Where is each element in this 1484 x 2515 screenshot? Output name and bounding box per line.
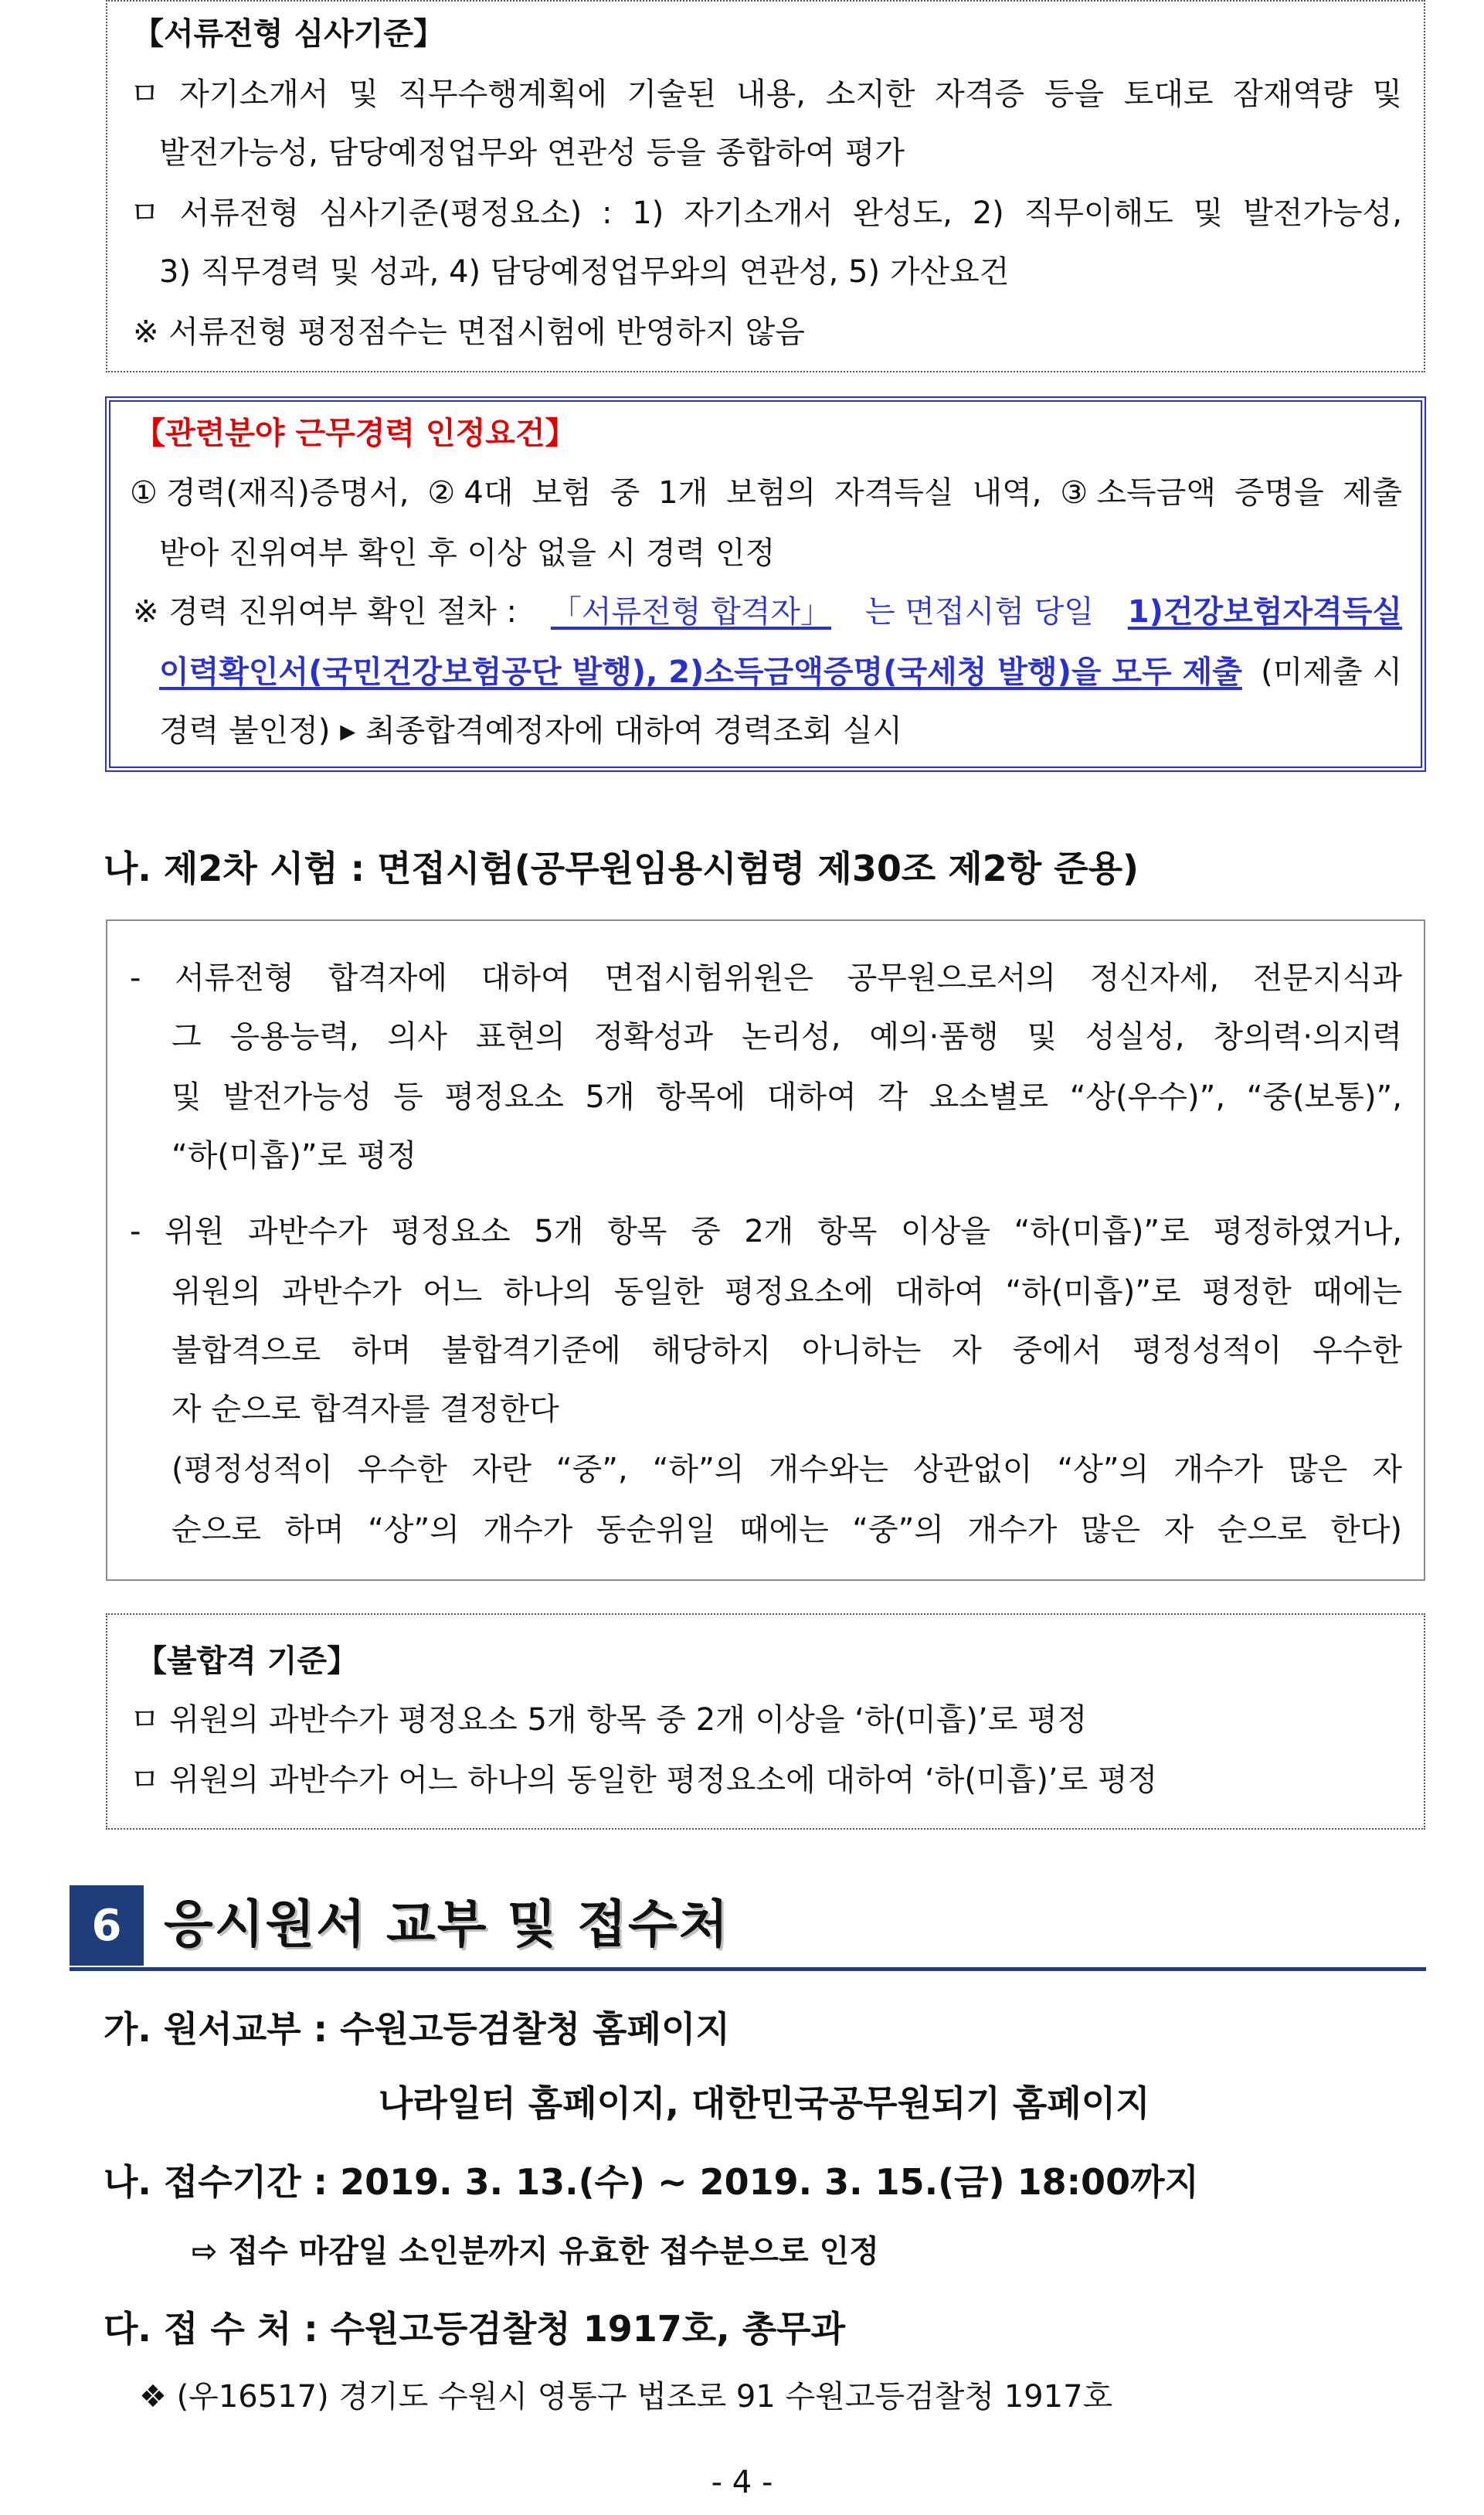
item-b-note: ⇨ 접수 마감일 소인분까지 유효한 접수분으로 인정 xyxy=(192,2234,879,2269)
item-b-line-1: 나. 접수기간 : 2019. 3. 13.(수) ~ 2019. 3. 15.(금) 18:00까지 xyxy=(104,2161,1199,2203)
interview-p1-line-1: - 서류전형 합격자에 대하여 면접시험위원은 공무원으로서의 정신자세, 전문지식과 xyxy=(130,960,1402,996)
item-a-line-2: 나라일터 홈페이지, 대한민국공무원되기 홈페이지 xyxy=(379,2082,1150,2124)
doc-screening-line-3: ㅁ 서류전형 심사기준(평정요소) : 1) 자기소개서 완성도, 2) 직무이해도 및 발전가능성, xyxy=(130,195,1402,231)
section-title: 응시원서 교부 및 접수처 xyxy=(164,1895,730,1954)
interview-p1-line-3: 및 발전가능성 등 평정요소 5개 항목에 대하여 각 요소별로 “상(우수)”, “중(보통)”, xyxy=(171,1079,1402,1115)
interview-p2-line-3: 불합격으로 하며 불합격기준에 해당하지 아니하는 자 중에서 평정성적이 우수한 xyxy=(171,1333,1402,1368)
career-line-4-submit: 이력확인서(국민건강보험공단 발행), 2)소득금액증명(국세청 발행)을 모두 제출 xyxy=(159,654,1242,690)
doc-screening-title: 【서류전형 심사기준】 xyxy=(133,16,445,52)
career-line-5: 경력 불인정) ▸ 최종합격예정자에 대하여 경력조회 실시 xyxy=(159,713,903,749)
career-line-2: 받아 진위여부 확인 후 이상 없을 시 경력 인정 xyxy=(159,535,776,571)
item-c-note: ❖ (우16517) 경기도 수원시 영통구 법조로 91 수원고등검찰청 1917호 xyxy=(139,2379,1113,2415)
doc-screening-line-1: ㅁ 자기소개서 및 직무수행계획에 기술된 내용, 소지한 자격증 등을 토대로 잠재역량 및 xyxy=(130,76,1402,112)
fail-criteria-line-2: ㅁ 위원의 과반수가 어느 하나의 동일한 평정요소에 대하여 ‘하(미흡)’로 평정 xyxy=(130,1762,1158,1798)
career-line-3-doc-pass: 「서류전형 합격자」 xyxy=(550,594,832,630)
career-line-1: ①경력(재직)증명서, ②4대 보험 중 1개 보험의 자격득실 내역, ③소득금액 증명을 제출 xyxy=(130,475,1402,511)
fail-criteria-title: 【불합격 기준】 xyxy=(136,1643,358,1679)
career-line-3-mid: 는 면접시험 당일 xyxy=(864,594,1094,630)
page-number: - 4 - xyxy=(711,2465,773,2500)
career-line-3-insurance: 1)건강보험자격득실 xyxy=(1127,594,1402,630)
interview-heading: 나. 제2차 시험 : 면접시험(공무원임용시험령 제30조 제2항 준용) xyxy=(104,848,1139,889)
item-a-line-1: 가. 원서교부 : 수원고등검찰청 홈페이지 xyxy=(104,2008,730,2050)
career-line-4-suffix: (미제출 시 xyxy=(1261,654,1402,690)
career-line-4 xyxy=(159,654,1402,691)
interview-p2-line-4: 자 순으로 합격자를 결정한다 xyxy=(171,1392,559,1427)
interview-p2-line-1: - 위원 과반수가 평정요소 5개 항목 중 2개 항목 이상을 “하(미흡)”로 평정하였거나, xyxy=(130,1214,1402,1249)
career-line-3-prefix: ※ 경력 진위여부 확인 절차 : xyxy=(133,594,517,630)
career-line-3 xyxy=(133,593,1402,630)
fail-criteria-line-1: ㅁ 위원의 과반수가 평정요소 5개 항목 중 2개 이상을 ‘하(미흡)’로 평정 xyxy=(130,1702,1088,1738)
interview-p1-line-2: 그 응용능력, 의사 표현의 정확성과 논리성, 예의·품행 및 성실성, 창의력·의지력 xyxy=(171,1019,1402,1055)
doc-screening-line-2: 발전가능성, 담당예정업무와 연관성 등을 종합하여 평가 xyxy=(159,135,905,171)
section-number-badge: 6 xyxy=(70,1885,144,1966)
interview-p2-line-2: 위원의 과반수가 어느 하나의 동일한 평정요소에 대하여 “하(미흡)”로 평정한 때에는 xyxy=(171,1274,1402,1310)
interview-p3-line-2: 순으로 하며 “상”의 개수가 동순위일 때에는 “중”의 개수가 많은 자 순으로 한다) xyxy=(171,1512,1402,1548)
interview-p3-line-1: (평정성적이 우수한 자란 “중”, “하”의 개수와는 상관없이 “상”의 개수가 많은 자 xyxy=(171,1452,1402,1487)
career-requirement-title: 【관련분야 근무경력 인정요건】 xyxy=(134,416,576,451)
interview-p1-line-4: “하(미흡)”로 평정 xyxy=(171,1138,417,1174)
doc-screening-line-4: 3) 직무경력 및 성과, 4) 담당예정업무와의 연관성, 5) 가산요건 xyxy=(159,254,1010,290)
section-rule xyxy=(70,1967,1426,1971)
doc-screening-line-5: ※ 서류전형 평정점수는 면접시험에 반영하지 않음 xyxy=(133,314,805,350)
item-c-line-1: 다. 접 수 처 : 수원고등검찰청 1917호, 총무과 xyxy=(104,2308,846,2350)
